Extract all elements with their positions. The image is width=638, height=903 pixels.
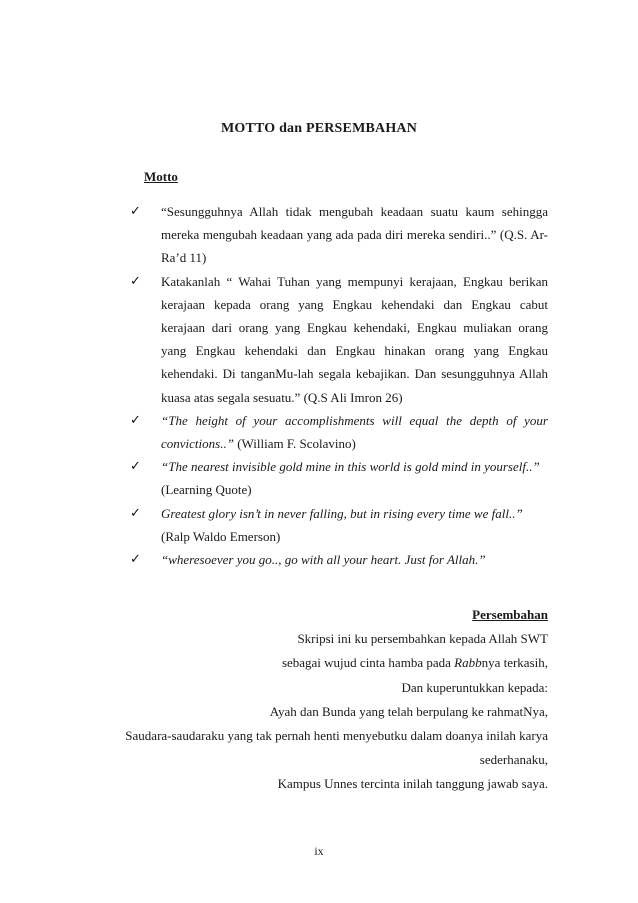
quote-source: (William F. Scolavino): [233, 436, 356, 452]
motto-quote: [161, 200, 548, 270]
quote-source: (Learning Quote): [161, 482, 252, 498]
motto-item: [124, 270, 548, 409]
motto-quote: [161, 270, 548, 409]
dedication-text: nya terkasih,: [481, 655, 548, 671]
dedication-line: Ayah dan Bunda yang telah berpulang ke rahmatNya,: [269, 703, 548, 719]
dedication-emphasis: Rabb: [454, 655, 482, 671]
persembahan-section: [90, 603, 548, 797]
quote-text: Katakanlah “ Wahai Tuhan yang mempunyi kerajaan, Engkau berikan kerajaan kepada orang yang Engkau kehendaki dan Engkau cabut kerajaan dari orang yang Engkau kehendaki, Engkau muliakan orang yang Engkau kehendaki dan Engkau hinakan orang yang Engkau kehendaki. Di tanganMu-lah segala kebajikan. Dan sesungguhnya Allah kuasa atas segala sesuatu.” (Q.S Ali Imron 26): [161, 273, 548, 405]
dedication-line: Dan kuperuntukkan kepada:: [401, 679, 548, 695]
checkmark-icon: ✓: [130, 273, 141, 289]
checkmark-icon: ✓: [130, 412, 141, 428]
dedication-line: Skripsi ini ku persembahkan kepada Allah SWT: [297, 631, 548, 647]
motto-heading: Motto: [144, 169, 178, 184]
persembahan-heading: Persembahan: [472, 607, 548, 622]
motto-item: [124, 409, 548, 455]
motto-quote: [161, 455, 548, 501]
motto-list: [124, 200, 548, 571]
motto-item: [124, 200, 548, 270]
motto-item: [124, 502, 548, 548]
checkmark-icon: ✓: [130, 505, 141, 521]
dedication-line: Saudara-saudaraku yang tak pernah henti menyebutku dalam doanya inilah karya: [125, 728, 548, 744]
quote-text: “The height of your accomplishments will equal the depth of your convictions..”: [161, 412, 548, 452]
dedication-line: sederhanaku,: [479, 752, 548, 768]
quote-text: “Sesungguhnya Allah tidak mengubah keadaan suatu kaum sehingga mereka mengubah keadaan yang ada pada diri mereka sendiri..” (Q.S. Ar-Ra’d 11): [161, 204, 548, 266]
page-number: ix: [314, 844, 324, 858]
motto-item: [124, 455, 548, 501]
checkmark-icon: ✓: [130, 552, 141, 568]
quote-text: “wheresoever you go.., go with all your heart. Just for Allah.”: [161, 552, 486, 568]
motto-item: [124, 548, 548, 571]
quote-source: (Ralp Waldo Emerson): [161, 528, 281, 544]
dedication-line: Kampus Unnes tercinta inilah tanggung jawab saya.: [277, 776, 548, 792]
quote-text: Greatest glory isn’t in never falling, but in rising every time we fall..”: [161, 505, 523, 521]
checkmark-icon: ✓: [130, 204, 141, 219]
page-title: MOTTO dan PERSEMBAHAN: [220, 121, 418, 136]
dedication-line: [90, 651, 548, 675]
motto-quote: [161, 548, 548, 571]
checkmark-icon: ✓: [130, 459, 141, 475]
dedication-text: sebagai wujud cinta hamba pada: [281, 655, 455, 671]
motto-quote: [161, 409, 548, 455]
quote-text: “The nearest invisible gold mine in this world is gold mind in yourself..”: [161, 459, 540, 475]
motto-quote: [161, 502, 548, 548]
